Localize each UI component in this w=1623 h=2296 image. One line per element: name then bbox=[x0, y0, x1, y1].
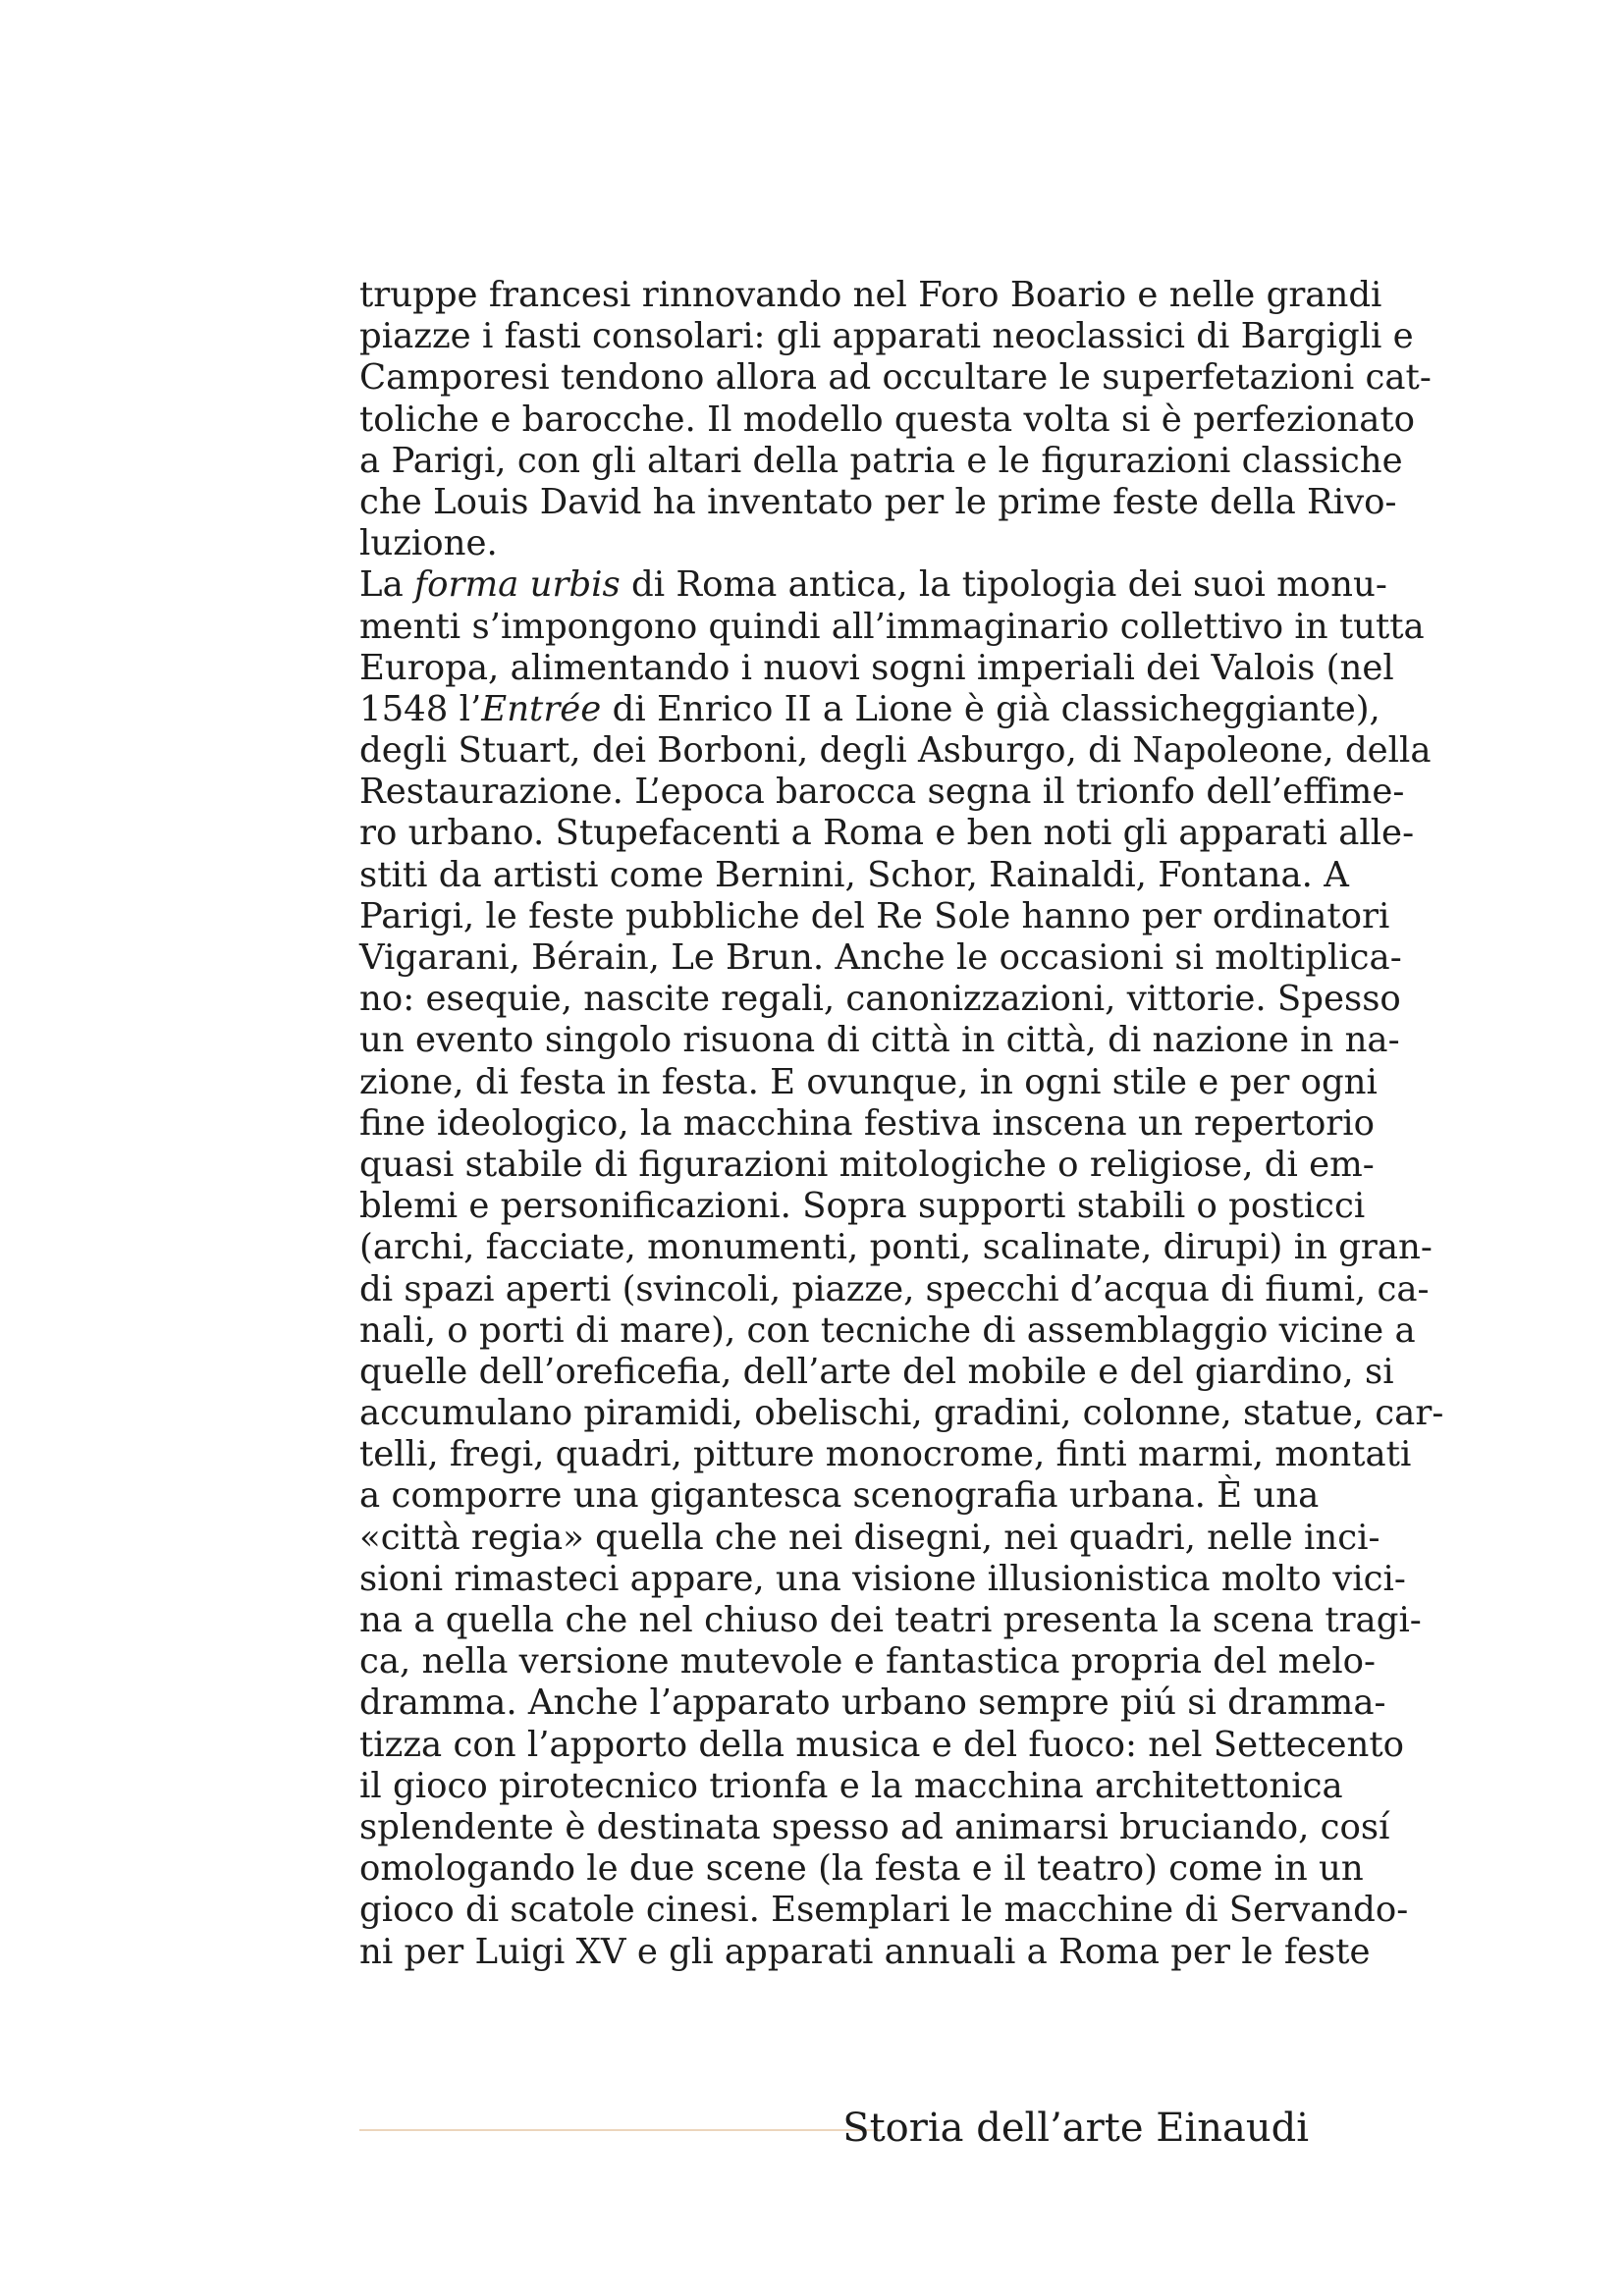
text-line: 1548 l’Entrée di Enrico II a Lione è già classicheggiante), bbox=[359, 688, 1380, 729]
italic-text: forma urbis bbox=[414, 564, 621, 606]
text-line: gioco di scatole cinesi. Esemplari le macchine di Servando- bbox=[359, 1890, 1409, 1931]
text-line: Restaurazione. L’epoca barocca segna il trionfo dell’effime- bbox=[359, 772, 1405, 813]
text-line: truppe francesi rinnovando nel Foro Boario e nelle grandi bbox=[359, 275, 1382, 315]
text-line: dramma. Anche l’apparato urbano sempre piú si dramma- bbox=[359, 1682, 1386, 1724]
text-line: sioni rimasteci appare, una visione illusionistica molto vici- bbox=[359, 1558, 1406, 1599]
text-line: splendente è destinata spesso ad animarsi bruciando, cosí bbox=[359, 1806, 1390, 1847]
text-line: ca, nella versione mutevole e fantastica propria del melo- bbox=[359, 1641, 1377, 1682]
text-line: quasi stabile di figurazioni mitologiche o religiose, di em- bbox=[359, 1144, 1375, 1185]
footer-title: Storia dell’arte Einaudi bbox=[842, 2106, 1309, 2151]
text-line: tizza con l’apporto della musica e del fuoco: nel Settecento bbox=[359, 1724, 1405, 1765]
text-line: a Parigi, con gli altari della patria e le figurazioni classiche bbox=[359, 440, 1403, 481]
text-line: di spazi aperti (svincoli, piazze, specchi d’acqua di fiumi, ca- bbox=[359, 1268, 1430, 1309]
text-line: Vigarani, Bérain, Le Brun. Anche le occasioni si moltiplica- bbox=[359, 937, 1402, 978]
text-line: accumulano piramidi, obelischi, gradini, colonne, statue, car- bbox=[359, 1393, 1444, 1434]
italic-text: Entrée bbox=[481, 688, 602, 729]
text-line: luzione. bbox=[359, 523, 498, 564]
text-line: toliche e barocche. Il modello questa volta si è perfezionato bbox=[359, 399, 1416, 440]
text-line: degli Stuart, dei Borboni, degli Asburgo, di Napoleone, della bbox=[359, 730, 1432, 772]
text-line: un evento singolo risuona di città in città, di nazione in na- bbox=[359, 1020, 1400, 1061]
text-line: ni per Luigi XV e gli apparati annuali a Roma per le feste bbox=[359, 1931, 1371, 1972]
text-line: Parigi, le feste pubbliche del Re Sole hanno per ordinatori bbox=[359, 895, 1390, 936]
text-line: il gioco pirotecnico trionfa e la macchina architettonica bbox=[359, 1765, 1343, 1806]
text-line: Europa, alimentando i nuovi sogni imperiali dei Valois (nel bbox=[359, 647, 1394, 688]
text-line: quelle dell’oreficefia, dell’arte del mobile e del giardino, si bbox=[359, 1351, 1394, 1392]
text-line: zione, di festa in festa. E ovunque, in ogni stile e per ogni bbox=[359, 1061, 1378, 1102]
text-line: piazze i fasti consolari: gli apparati neoclassici di Bargigli e bbox=[359, 316, 1414, 357]
text-line: menti s’impongono quindi all’immaginario collettivo in tutta bbox=[359, 606, 1425, 647]
text-line: stiti da artisti come Bernini, Schor, Rainaldi, Fontana. A bbox=[359, 854, 1349, 895]
text-line: no: esequie, nascite regali, canonizzazioni, vittorie. Spesso bbox=[359, 979, 1401, 1020]
text-line: telli, fregi, quadri, pitture monocrome, finti marmi, montati bbox=[359, 1434, 1412, 1475]
footer-rule bbox=[359, 2129, 880, 2131]
text-line: fine ideologico, la macchina festiva inscena un repertorio bbox=[359, 1102, 1376, 1144]
text-line: a comporre una gigantesca scenografia urbana. È una bbox=[359, 1475, 1320, 1517]
text-line: La forma urbis di Roma antica, la tipologia dei suoi monu- bbox=[359, 564, 1387, 606]
text-line: nali, o porti di mare), con tecniche di assemblaggio vicine a bbox=[359, 1309, 1416, 1351]
text-line: blemi e personificazioni. Sopra supporti stabili o posticci bbox=[359, 1186, 1366, 1227]
text-line: ro urbano. Stupefacenti a Roma e ben noti gli apparati alle- bbox=[359, 813, 1415, 854]
text-line: «città regia» quella che nei disegni, nei quadri, nelle inci- bbox=[359, 1517, 1380, 1558]
text-line: Camporesi tendono allora ad occultare le superfetazioni cat- bbox=[359, 357, 1432, 399]
text-line: omologando le due scene (la festa e il teatro) come in un bbox=[359, 1848, 1364, 1890]
text-line: che Louis David ha inventato per le prime feste della Rivo- bbox=[359, 481, 1397, 522]
body-text bbox=[359, 275, 1444, 1973]
text-line: (archi, facciate, monumenti, ponti, scalinate, dirupi) in gran- bbox=[359, 1227, 1433, 1268]
text-line: na a quella che nel chiuso dei teatri presenta la scena tragi- bbox=[359, 1600, 1422, 1640]
